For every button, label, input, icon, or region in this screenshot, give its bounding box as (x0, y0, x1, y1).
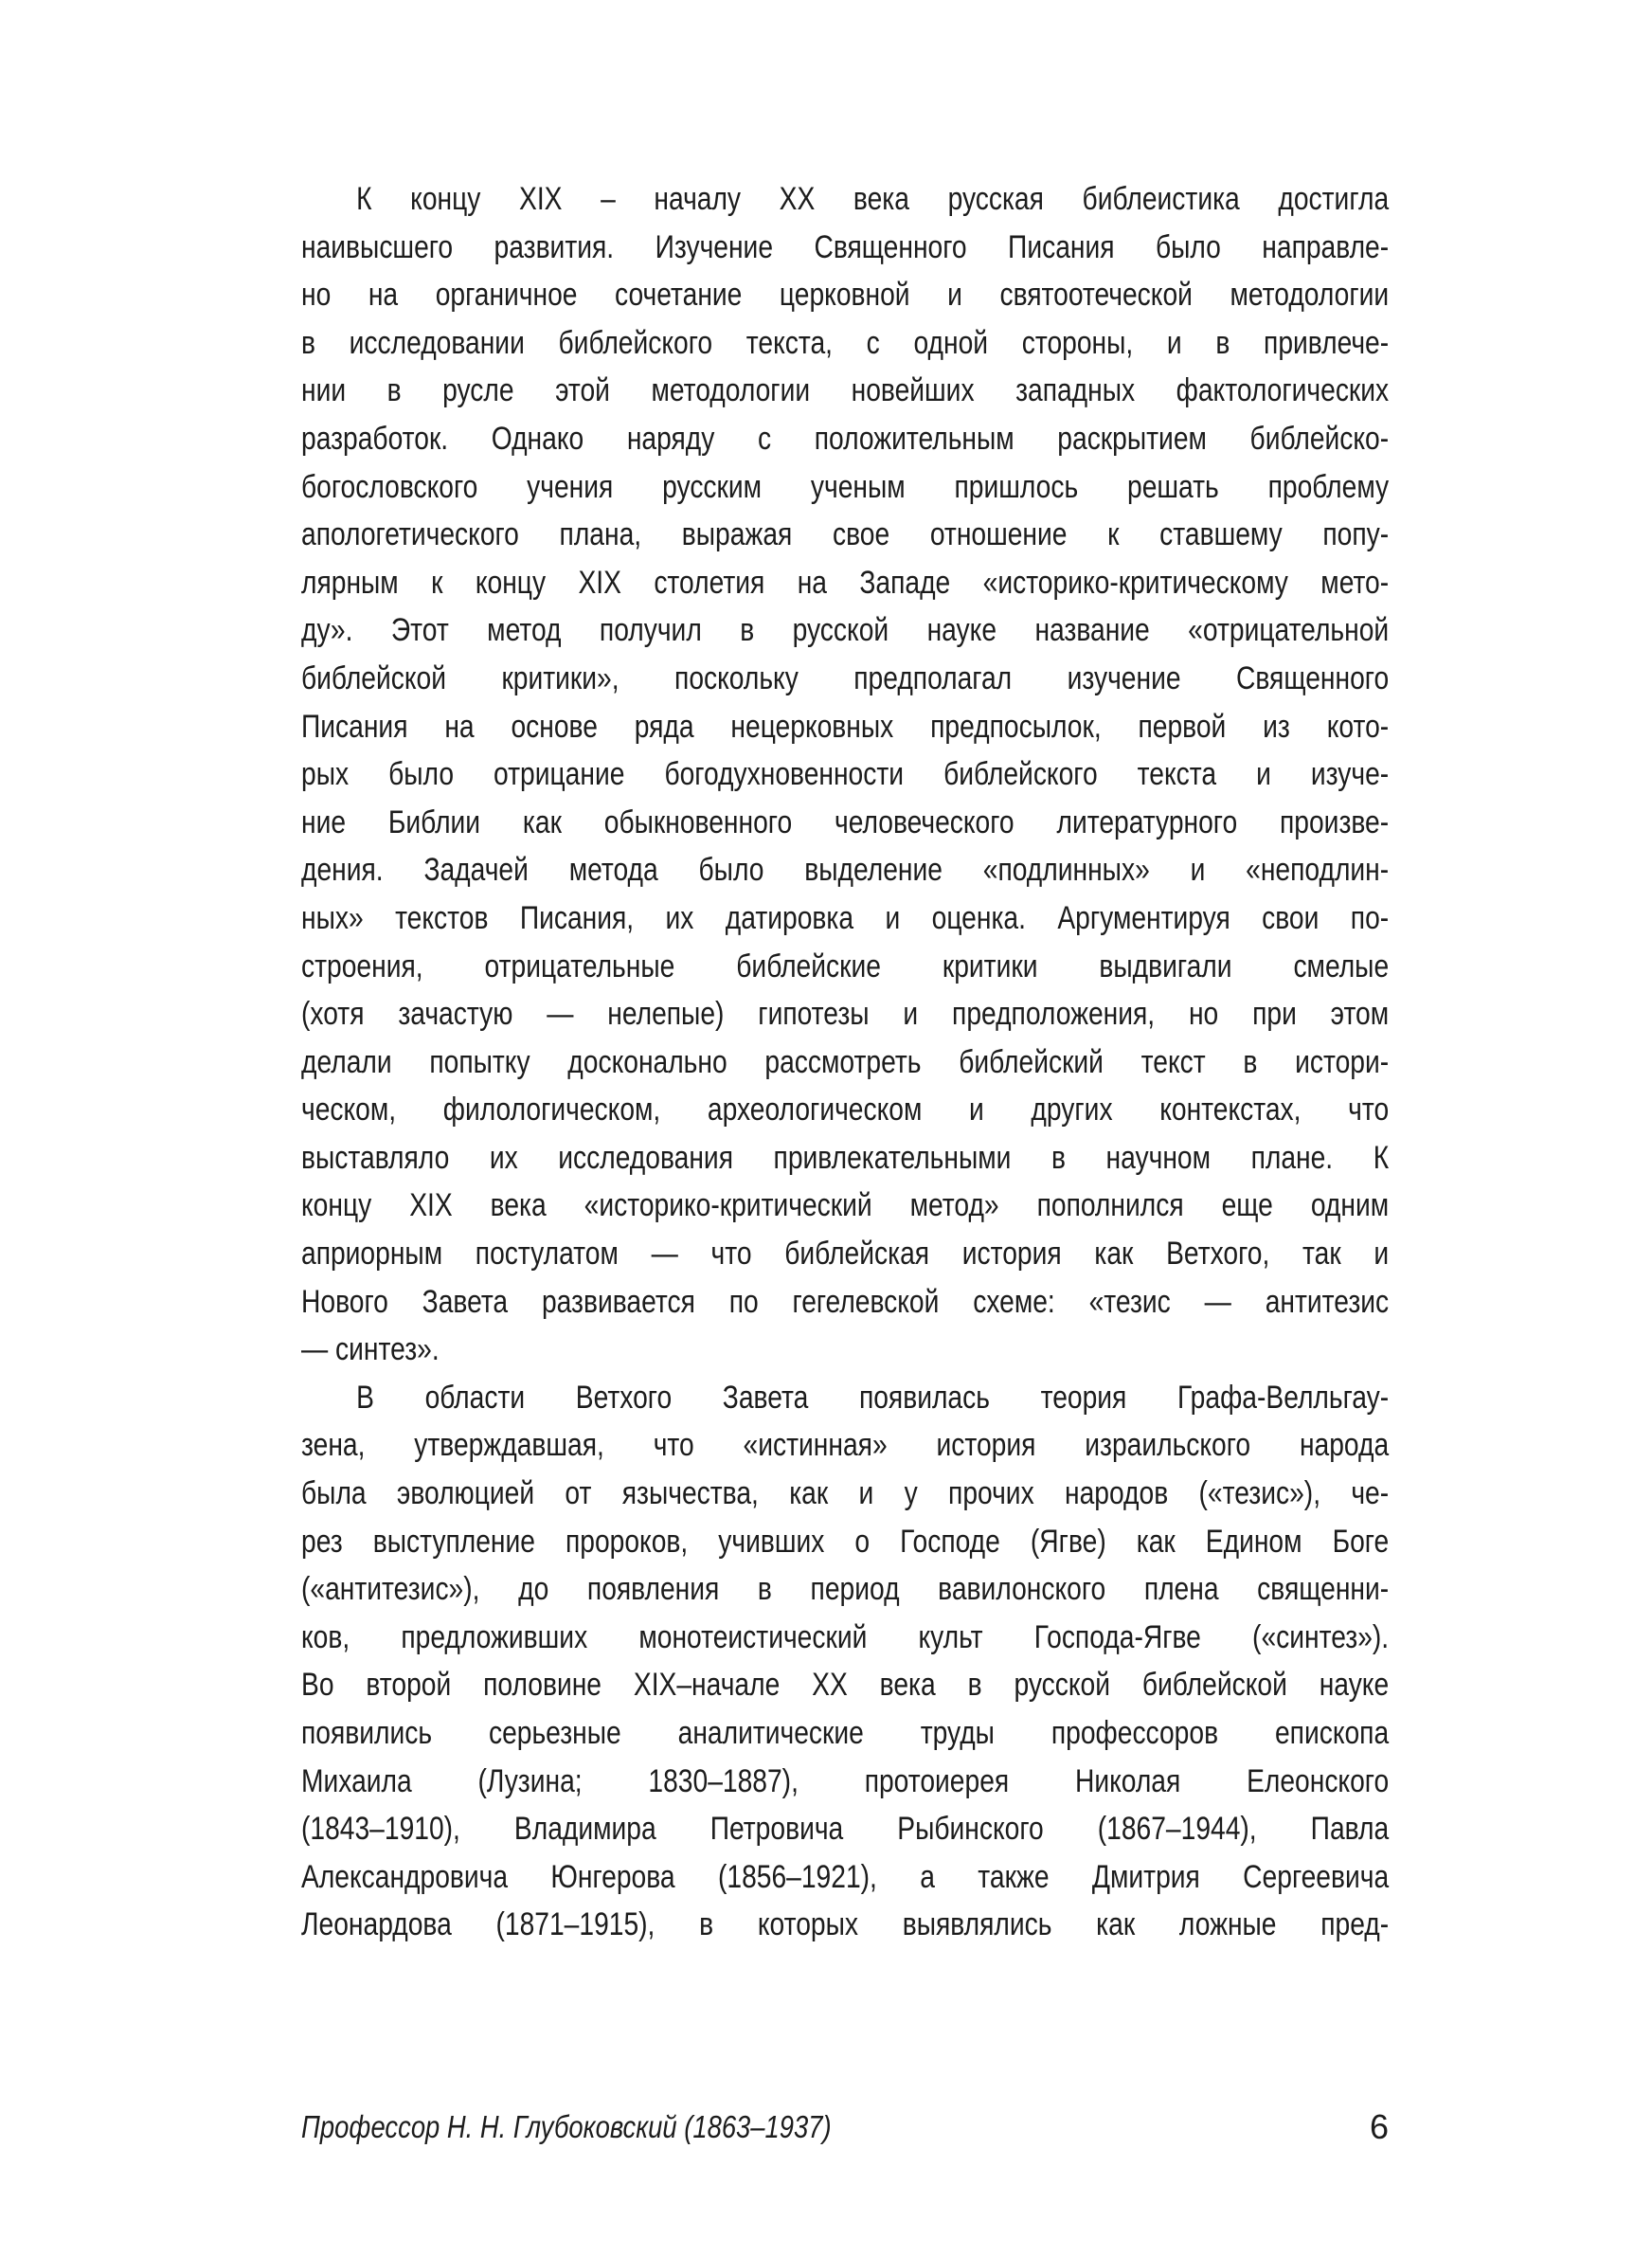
text-line: разработок. Однако наряду с положительным раскрытием библейско- (301, 420, 1390, 457)
text-line: Нового Завета развивается по гегелевской схеме: «тезис — антитезис (301, 1283, 1390, 1320)
text-line: библейской критики», поскольку предполагал изучение Священного (301, 659, 1390, 696)
text-line: ние Библии как обыкновенного человеческого литературного произве- (301, 803, 1390, 840)
text-line: К концу XIX – началу XX века русская библеистика достигла (356, 181, 1390, 217)
text-line: зена, утверждавшая, что «истинная» история израильского народа (301, 1427, 1390, 1464)
text-line: рых было отрицание богодухновенности библейского текста и изуче- (301, 756, 1390, 793)
text-line: ных» текстов Писания, их датировка и оценка. Аргументируя свои по- (301, 899, 1390, 936)
text-line: ков, предложивших монотеистический культ Господа-Ягве («синтез»). (301, 1618, 1390, 1655)
text-line: но на органичное сочетание церковной и святоотеческой методологии (301, 277, 1390, 314)
text-line: (1843–1910), Владимира Петровича Рыбинского (1867–1944), Павла (301, 1811, 1390, 1848)
page-number: 6 (1369, 2107, 1389, 2146)
text-line: дения. Задачей метода было выделение «подлинных» и «неподлин- (301, 852, 1390, 889)
text-line: Писания на основе ряда нецерковных предпосылок, первой из кото- (301, 708, 1390, 745)
text-line: В области Ветхого Завета появилась теория Графа-Велльгау- (356, 1379, 1390, 1416)
text-line: Александровича Юнгерова (1856–1921), а также Дмитрия Сергеевича (301, 1858, 1390, 1895)
text-line: Михаила (Лузина; 1830–1887), протоиерея Николая Елеонского (301, 1762, 1390, 1799)
text-line: (хотя зачастую — нелепые) гипотезы и предположения, но при этом (301, 996, 1390, 1033)
body-text (301, 175, 1389, 1949)
text-line: («антитезис»), до появления в период вавилонского плена священни- (301, 1571, 1390, 1608)
paragraph-2 (301, 1374, 1389, 1949)
text-line: априорным постулатом — что библейская история как Ветхого, так и (301, 1236, 1390, 1273)
text-line: рез выступление пророков, учивших о Господе (Ягве) как Едином Боге (301, 1523, 1390, 1560)
text-line: была эволюцией от язычества, как и у прочих народов («тезис»), че- (301, 1475, 1390, 1512)
text-line: ду». Этот метод получил в русской науке название «отрицательной (301, 612, 1390, 649)
text-line: богословского учения русским ученым пришлось решать проблему (301, 468, 1390, 505)
text-line: делали попытку досконально рассмотреть библейский текст в истори- (301, 1043, 1390, 1080)
text-line: Леонардова (1871–1915), в которых выявлялись как ложные пред- (301, 1906, 1390, 1943)
page-footer (301, 2104, 1389, 2151)
text-line: концу XIX века «историко-критический метод» пополнился еще одним (301, 1187, 1390, 1224)
text-line: нии в русле этой методологии новейших западных фактологических (301, 372, 1390, 409)
text-line: в исследовании библейского текста, с одной стороны, и в привлече- (301, 324, 1390, 361)
text-line: Во второй половине XIX–начале XX века в русской библейской науке (301, 1667, 1390, 1704)
paragraph-1 (301, 175, 1389, 1374)
text-line: ческом, филологическом, археологическом и других контекстах, что (301, 1092, 1390, 1128)
text-line: выставляло их исследования привлекательными в научном плане. К (301, 1139, 1390, 1176)
text-line: наивысшего развития. Изучение Священного Писания было направле- (301, 228, 1390, 265)
text-line: апологетического плана, выражая свое отношение к ставшему попу- (301, 516, 1390, 553)
text-line: — синтез». (301, 1331, 440, 1368)
text-line: строения, отрицательные библейские критики выдвигали смелые (301, 948, 1390, 984)
text-line: лярным к концу XIX столетия на Западе «историко-критическому мето- (301, 564, 1390, 601)
running-footer-title: Профессор Н. Н. Глубоковский (1863–1937) (301, 2109, 832, 2144)
text-line: появились серьезные аналитические труды профессоров епископа (301, 1715, 1390, 1751)
